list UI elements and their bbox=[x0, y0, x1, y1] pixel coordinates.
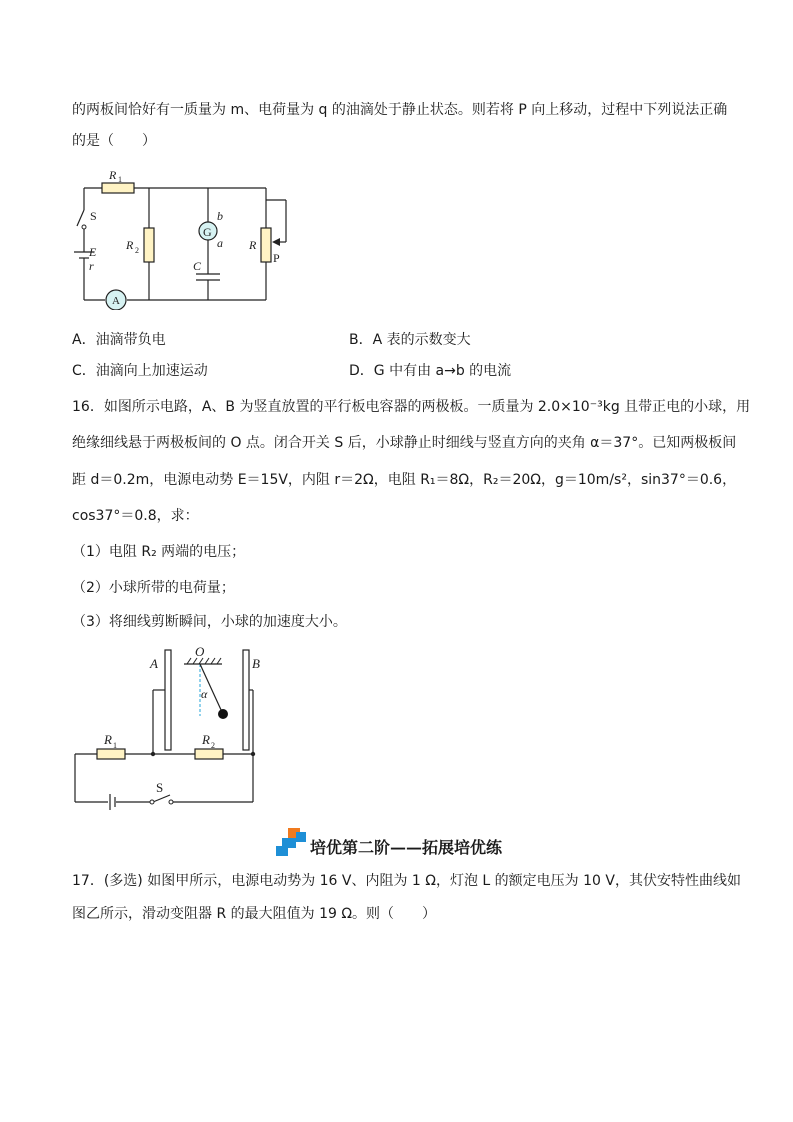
q15-stem-line1: 的两板间恰好有一质量为 m、电荷量为 q 的油滴处于静止状态。则若将 P 向上移动，过程中下列说法正确 bbox=[72, 102, 728, 118]
q15-option-b: B．A 表的示数变大 bbox=[349, 332, 471, 348]
label-r1-sub: 1 bbox=[113, 741, 117, 750]
q16-stem-line4: cos37°＝0.8，求： bbox=[72, 508, 199, 524]
label-rheostat-r: R bbox=[249, 238, 257, 252]
label-point-o: O bbox=[195, 644, 205, 659]
resistor-r1 bbox=[102, 183, 134, 193]
label-alpha: α bbox=[201, 687, 208, 701]
label-internal-r: r bbox=[89, 259, 94, 273]
label-b: b bbox=[217, 209, 223, 223]
label-plate-b: B bbox=[252, 656, 260, 671]
label-p: P bbox=[273, 251, 280, 265]
q15-option-a: A．油滴带负电 bbox=[72, 332, 166, 348]
q17-stem-line2: 图乙所示，滑动变阻器 R 的最大阻值为 19 Ω。则（ ） bbox=[72, 906, 437, 922]
resistor-r2 bbox=[195, 749, 223, 759]
rheostat-r bbox=[261, 228, 271, 262]
section-banner bbox=[276, 826, 546, 862]
label-r2-sub: 2 bbox=[211, 741, 215, 750]
q16-stem-line2: 绝缘细线悬于两极板间的 O 点。闭合开关 S 后，小球静止时细线与竖直方向的夹角 α＝37°。已知两极板间 bbox=[72, 435, 737, 451]
plate-a bbox=[165, 650, 171, 750]
resistor-r1 bbox=[97, 749, 125, 759]
q16-stem-line3: 距 d＝0.2m，电源电动势 E＝15V，内阻 r＝2Ω，电阻 R₁＝8Ω，R₂＝20Ω，g＝10m/s²，sin37°＝0.6， bbox=[72, 472, 737, 488]
label-switch-s: S bbox=[156, 780, 164, 795]
q16-stem-line1: 16．如图所示电路，A、B 为竖直放置的平行板电容器的两极板。一质量为 2.0×10⁻³kg 且带正电的小球，用 bbox=[72, 399, 751, 415]
label-r1: R bbox=[104, 732, 112, 747]
label-r2-sub: 2 bbox=[135, 246, 139, 255]
label-emf-e: E bbox=[89, 245, 97, 259]
plate-b bbox=[243, 650, 249, 750]
q16-sub-question-1: （1）电阻 R₂ 两端的电压； bbox=[72, 544, 246, 560]
label-g: G bbox=[203, 225, 212, 239]
label-r2: R bbox=[126, 238, 134, 252]
q16-sub-question-3: （3）将细线剪断瞬间，小球的加速度大小。 bbox=[72, 614, 347, 630]
q17-stem-line1: 17．(多选) 如图甲所示，电源电动势为 16 V、内阻为 1 Ω，灯泡 L 的额定电压为 10 V，其伏安特性曲线如 bbox=[72, 873, 741, 889]
resistor-r2 bbox=[144, 228, 154, 262]
q16-sub-question-2: （2）小球所带的电荷量； bbox=[72, 580, 235, 596]
q15-option-d: D．G 中有由 a→b 的电流 bbox=[349, 363, 512, 379]
q16-capacitor-figure bbox=[60, 640, 280, 810]
label-r2: R bbox=[202, 732, 210, 747]
banner-logo-icon bbox=[276, 828, 308, 858]
label-switch-s: S bbox=[90, 209, 97, 223]
q15-stem-line2: 的是（ ） bbox=[72, 133, 156, 149]
label-r1-sub: 1 bbox=[118, 175, 122, 184]
label-ammeter-a: A bbox=[112, 295, 120, 307]
label-plate-a: A bbox=[150, 656, 158, 671]
section-title: 培优第二阶——拓展培优练 bbox=[310, 838, 503, 857]
q15-circuit-diagram bbox=[60, 160, 320, 310]
label-a: a bbox=[217, 236, 223, 250]
charged-ball bbox=[218, 709, 228, 719]
q15-option-c: C．油滴向上加速运动 bbox=[72, 363, 208, 379]
label-c: C bbox=[193, 259, 202, 273]
label-r1: R bbox=[109, 168, 117, 182]
